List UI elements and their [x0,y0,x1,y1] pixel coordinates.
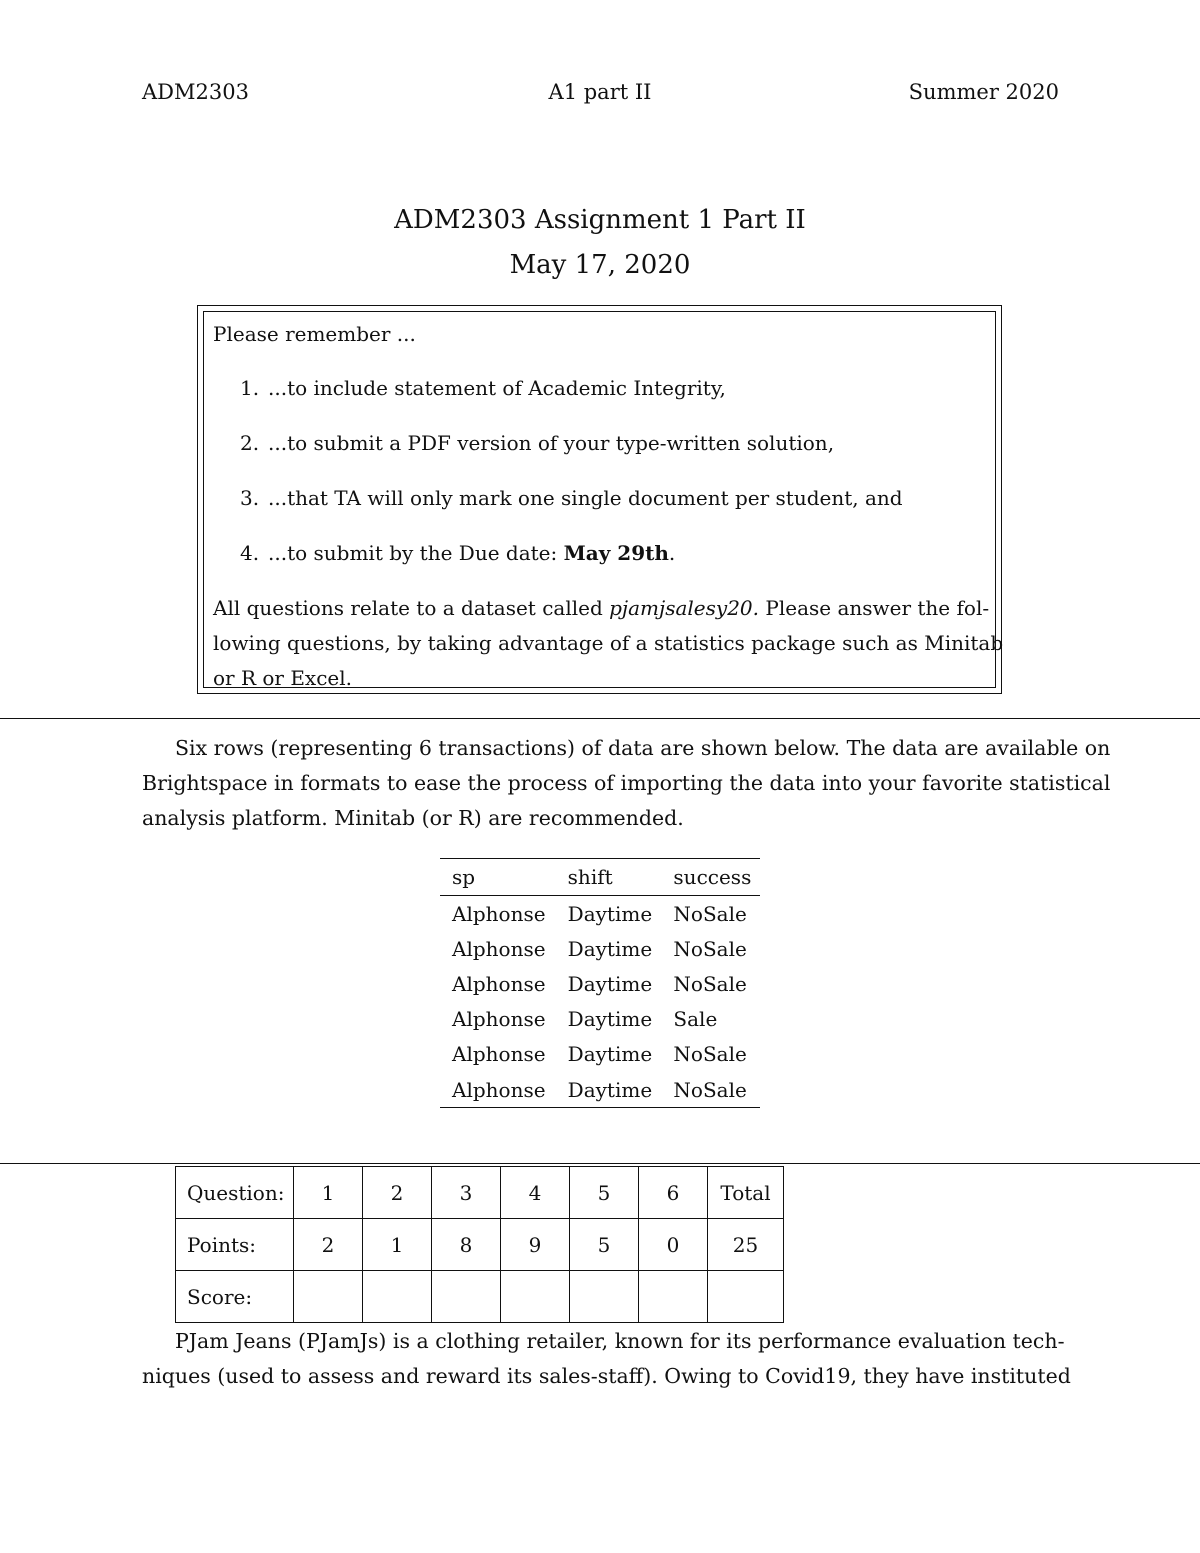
document-date: May 17, 2020 [509,250,691,280]
closing-line-2: lowing questions, by taking advantage of a statistics package such as Minitab [213,631,1004,655]
grade-row-questions [176,1167,784,1219]
closing-pre: All questions relate to a dataset called [213,596,610,620]
data-table [440,858,760,1108]
points-value: 2 [294,1219,363,1271]
header-part: A1 part II [548,80,652,104]
section-divider-1 [0,718,1200,719]
reminder-intro: Please remember ... [213,322,416,346]
reminder-item-1-num: 1. [240,376,260,400]
question-number: 4 [501,1167,570,1219]
data-table-header [440,859,760,896]
cell-shift: Daytime [567,901,653,926]
score-cell [501,1271,570,1323]
grade-table [175,1166,784,1323]
score-cell [294,1271,363,1323]
cell-success: NoSale [673,1042,747,1067]
reminder-item-4-end: . [668,541,676,565]
col-success: success [661,859,760,896]
cell-shift: Daytime [567,1042,653,1067]
grade-row-points [176,1219,784,1271]
col-shift: shift [556,859,662,896]
points-value: 8 [432,1219,501,1271]
reminder-item-4-num: 4. [240,541,260,565]
cell-shift: Daytime [556,1072,662,1108]
reminder-item-4-text: ...to submit by the Due date: [268,541,564,565]
closing-line-3: or R or Excel. [213,666,353,690]
points-value: 5 [570,1219,639,1271]
cell-sp: Alphonse [452,1042,546,1067]
intro-line-1: Six rows (representing 6 transactions) of data are shown below. The data are available on [175,736,1111,760]
cell-sp: Alphonse [452,936,546,961]
points-label: Points: [176,1219,294,1271]
col-sp: sp [440,859,556,896]
question-total: Total [708,1167,784,1219]
table-row [440,966,760,1001]
score-cell [570,1271,639,1323]
reminder-box [197,305,1002,694]
reminder-item-3: ...that TA will only mark one single document per student, and [268,486,903,510]
table-row [440,896,760,932]
intro-line-2: Brightspace in formats to ease the process of importing the data into your favorite statistical [142,771,1111,795]
cell-success: NoSale [661,1072,760,1108]
reminder-item-3-num: 3. [240,486,260,510]
reminder-item-2: ...to submit a PDF version of your type-written solution, [268,431,835,455]
reminder-item-2-num: 2. [240,431,260,455]
question-number: 1 [294,1167,363,1219]
reminder-box-inner [203,311,1004,690]
due-date: May 29th [563,541,669,565]
table-row [440,1072,760,1108]
header-term: Summer 2020 [908,80,1059,104]
table-row [440,1002,760,1037]
points-value: 0 [639,1219,708,1271]
reminder-item-1: ...to include statement of Academic Integrity, [268,376,726,400]
reminder-item-4 [268,541,675,565]
score-cell [363,1271,432,1323]
cell-shift: Daytime [567,971,653,996]
body-line-1: PJam Jeans (PJamJs) is a clothing retailer, known for its performance evaluation tech- [175,1329,1065,1353]
cell-sp: Alphonse [452,971,546,996]
table-row [440,1037,760,1072]
table-row [440,931,760,966]
question-label: Question: [176,1167,294,1219]
closing-post: Please answer the fol- [759,596,990,620]
closing-line-1 [213,596,989,620]
cell-shift: Daytime [567,1007,653,1032]
cell-sp: Alphonse [440,1072,556,1108]
cell-success: Sale [673,1007,718,1032]
body-line-2: niques (used to assess and reward its sales-staff). Owing to Covid19, they have instituted [142,1364,1071,1388]
question-number: 2 [363,1167,432,1219]
cell-shift: Daytime [567,936,653,961]
question-number: 6 [639,1167,708,1219]
score-total-cell [708,1271,784,1323]
points-total: 25 [708,1219,784,1271]
intro-line-3: analysis platform. Minitab (or R) are recommended. [142,806,684,830]
grade-row-score [176,1271,784,1323]
cell-success: NoSale [673,971,747,996]
score-cell [639,1271,708,1323]
dataset-name: pjamjsalesy20. [609,596,760,620]
question-number: 3 [432,1167,501,1219]
cell-sp: Alphonse [452,1007,546,1032]
document-title: ADM2303 Assignment 1 Part II [394,205,806,235]
cell-success: NoSale [673,901,747,926]
cell-success: NoSale [673,936,747,961]
points-value: 9 [501,1219,570,1271]
question-number: 5 [570,1167,639,1219]
header-course: ADM2303 [142,80,249,104]
cell-sp: Alphonse [452,901,546,926]
points-value: 1 [363,1219,432,1271]
score-cell [432,1271,501,1323]
score-label: Score: [176,1271,294,1323]
section-divider-2 [0,1163,1200,1164]
